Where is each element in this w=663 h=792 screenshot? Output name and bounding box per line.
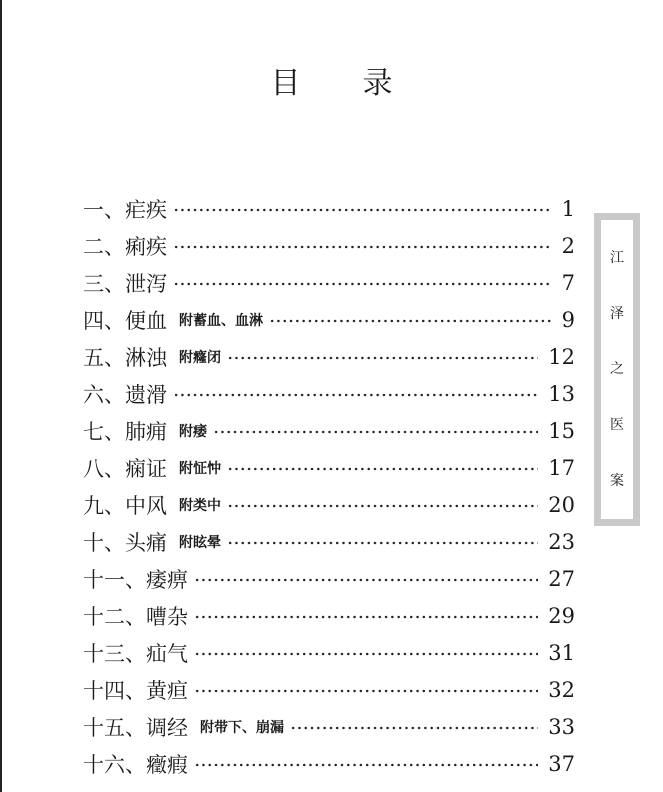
toc-entry-note: 附怔忡: [179, 460, 221, 477]
book-title-side-tab: [594, 213, 640, 526]
dot-leader: [173, 282, 551, 286]
toc-entry[interactable]: [83, 190, 575, 227]
toc-entry-page-number: 7: [561, 270, 575, 295]
toc-entry-title: 十、头痛: [83, 530, 167, 555]
toc-entry[interactable]: [83, 708, 575, 745]
dot-leader: [213, 430, 538, 434]
toc-entry[interactable]: [83, 375, 575, 412]
dot-leader: [227, 467, 538, 471]
toc-entry[interactable]: [83, 486, 575, 523]
toc-entry-title: 五、淋浊: [83, 345, 167, 370]
toc-entry[interactable]: [83, 523, 575, 560]
toc-entry[interactable]: [83, 412, 575, 449]
toc-entry-title: 一、疟疾: [83, 197, 167, 222]
toc-entry-title: 六、遗滑: [83, 382, 167, 407]
toc-entry-title: 四、便血: [83, 308, 167, 333]
dot-leader: [194, 652, 538, 656]
dot-leader: [173, 208, 551, 212]
toc-entry-page-number: 17: [548, 455, 575, 480]
toc-entry[interactable]: [83, 449, 575, 486]
side-tab-char: 之: [610, 361, 624, 378]
toc-entry-page-number: 1: [561, 196, 575, 221]
side-tab-char: 案: [610, 473, 624, 490]
toc-entry-note: 附蓄血、血淋: [179, 312, 263, 329]
toc-entry-note: 附带下、崩漏: [200, 719, 284, 736]
toc-entry-page-number: 27: [548, 566, 575, 591]
toc-entry-page-number: 23: [548, 529, 575, 554]
toc-entry-page-number: 32: [548, 677, 575, 702]
side-tab-char: 江: [610, 249, 624, 266]
dot-leader: [194, 689, 538, 693]
toc-entry[interactable]: [83, 264, 575, 301]
side-tab-char: 医: [610, 417, 624, 434]
dot-leader: [173, 393, 538, 397]
toc-entry-note: 附痿: [179, 423, 207, 440]
dot-leader: [194, 615, 538, 619]
toc-entry-note: 附癃闭: [179, 349, 221, 366]
toc-entry-title: 二、痢疾: [83, 234, 167, 259]
toc-entry-page-number: 15: [548, 418, 575, 443]
toc-entry-page-number: 9: [561, 307, 575, 332]
toc-entry-title: 十一、痿痹: [83, 567, 188, 592]
dot-leader: [227, 504, 538, 508]
page-left-border: [0, 0, 2, 792]
toc-entry-title: 九、中风: [83, 493, 167, 518]
toc-entry-note: 附类中: [179, 497, 221, 514]
toc-entry-page-number: 31: [548, 640, 575, 665]
toc-entry-note: 附眩晕: [179, 534, 221, 551]
dot-leader: [227, 356, 538, 360]
dot-leader: [290, 726, 538, 730]
title-char-2: 录: [362, 66, 393, 101]
toc-entry-page-number: 12: [548, 344, 575, 369]
toc-entry-title: 十三、疝气: [83, 641, 188, 666]
dot-leader: [173, 245, 551, 249]
toc-entry[interactable]: [83, 634, 575, 671]
table-of-contents: [83, 190, 575, 782]
toc-entry[interactable]: [83, 560, 575, 597]
toc-entry[interactable]: [83, 745, 575, 782]
toc-entry-page-number: 33: [548, 714, 575, 739]
dot-leader: [269, 319, 551, 323]
toc-entry[interactable]: [83, 671, 575, 708]
toc-entry-title: 十六、癥瘕: [83, 752, 188, 777]
toc-entry-page-number: 20: [548, 492, 575, 517]
toc-entry-title: 十四、黄疸: [83, 678, 188, 703]
toc-entry-page-number: 29: [548, 603, 575, 628]
toc-entry[interactable]: [83, 301, 575, 338]
dot-leader: [194, 763, 538, 767]
dot-leader: [227, 541, 538, 545]
toc-entry-page-number: 13: [548, 381, 575, 406]
toc-entry[interactable]: [83, 338, 575, 375]
toc-entry[interactable]: [83, 227, 575, 264]
toc-entry-title: 七、肺痈: [83, 419, 167, 444]
toc-entry-title: 十二、嘈杂: [83, 604, 188, 629]
toc-entry-title: 三、泄泻: [83, 271, 167, 296]
dot-leader: [194, 578, 538, 582]
toc-entry-title: 十五、调经: [83, 715, 188, 740]
toc-entry-title: 八、痫证: [83, 456, 167, 481]
toc-entry-page-number: 37: [548, 751, 575, 776]
toc-entry-page-number: 2: [561, 233, 575, 258]
title-char-1: 目: [270, 66, 301, 101]
side-tab-char: 泽: [610, 305, 624, 322]
page-title: [0, 58, 663, 102]
toc-entry[interactable]: [83, 597, 575, 634]
